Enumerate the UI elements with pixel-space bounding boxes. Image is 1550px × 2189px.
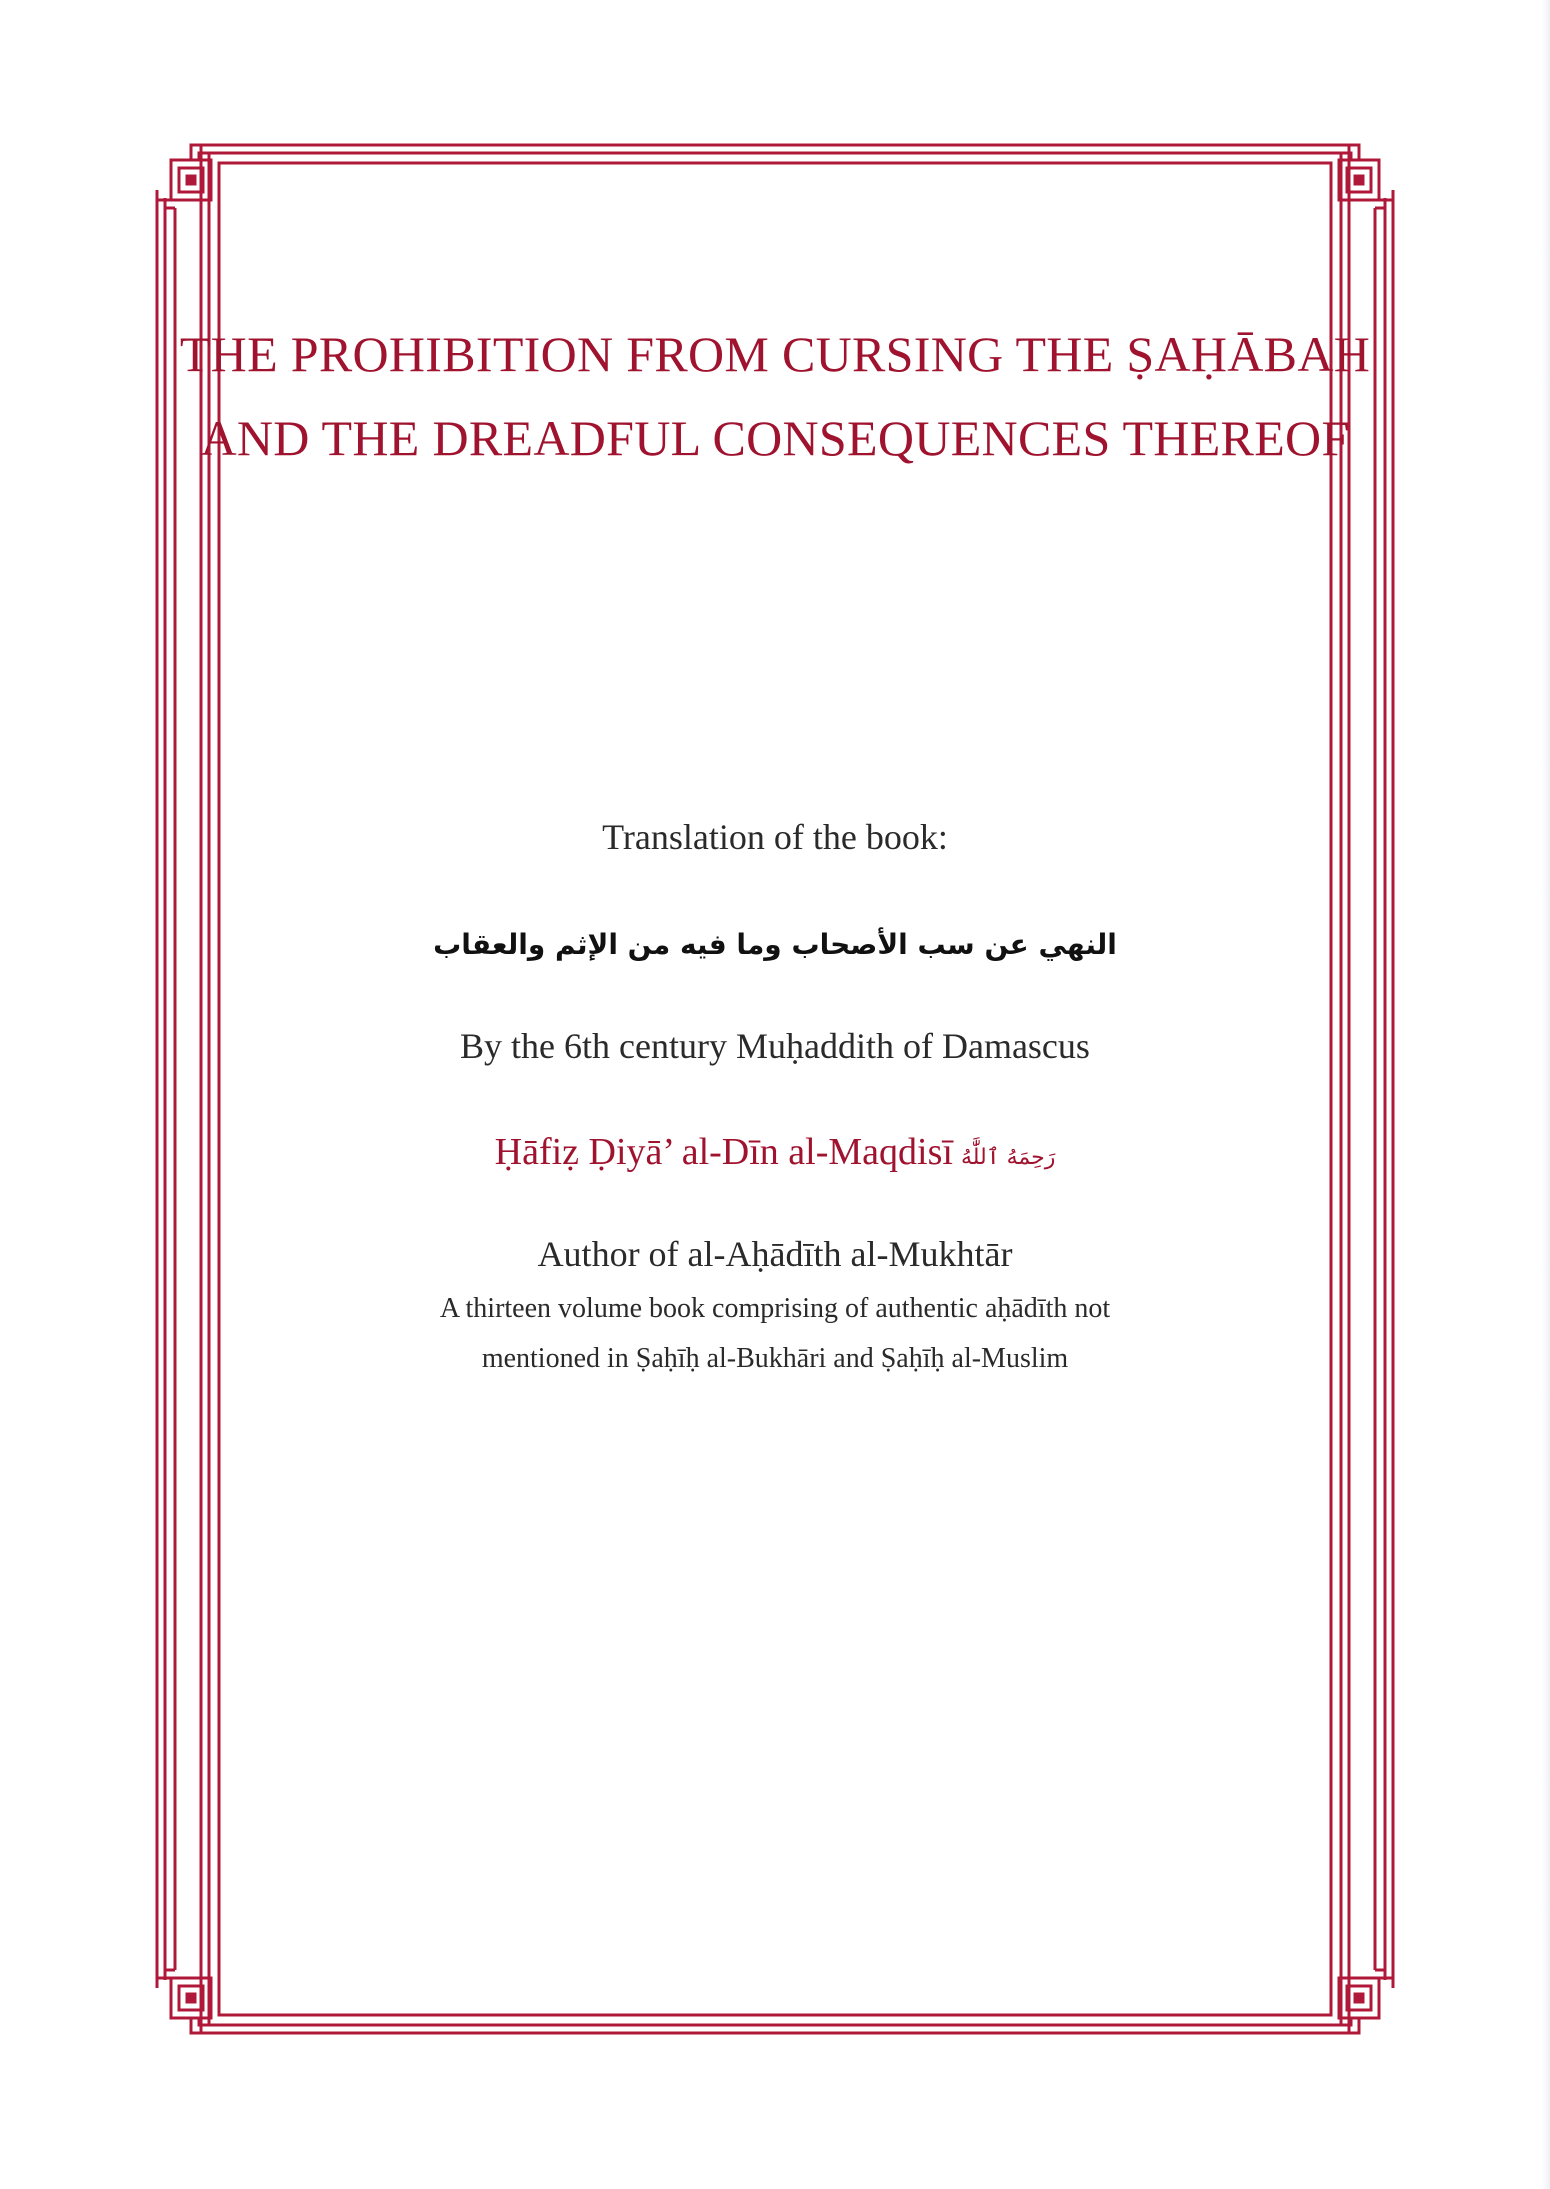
author-honorific: رَحِمَهُ ٱللَّٰهُ: [960, 1145, 1056, 1170]
work-description-line-1: A thirteen volume book comprising of authentic aḥādīth not: [439, 1293, 1111, 1324]
book-title-line-1: THE PROHIBITION FROM CURSING THE ṢAḤĀBAH: [179, 326, 1371, 382]
corner-ornament-top-right: [1339, 145, 1393, 208]
corner-ornament-bottom-left: [157, 1970, 211, 2033]
book-title-line-2: AND THE DREADFUL CONSEQUENCES THEREOF: [200, 410, 1350, 466]
author-name-line: [160, 1126, 1390, 1184]
arabic-book-title: النهي عن سب الأصحاب وما فيه من الإثم والعقاب: [433, 928, 1117, 961]
translation-label: Translation of the book:: [602, 817, 948, 857]
author-name: Ḥāfiẓ Ḍiyā’ al-Dīn al-Maqdisī: [494, 1131, 953, 1173]
corner-ornament-top-left: [157, 145, 211, 208]
author-work-description: [160, 1284, 1390, 1384]
work-description-line-2: mentioned in Ṣaḥīḥ al-Bukhāri and Ṣaḥīḥ al-Muslim: [481, 1343, 1069, 1374]
corner-ornament-bottom-right: [1339, 1970, 1393, 2033]
book-title: [160, 312, 1390, 480]
author-work-title: Author of al-Aḥādīth al-Mukhtār: [537, 1234, 1013, 1274]
author-byline: By the 6th century Muḥaddith of Damascus: [460, 1026, 1090, 1066]
